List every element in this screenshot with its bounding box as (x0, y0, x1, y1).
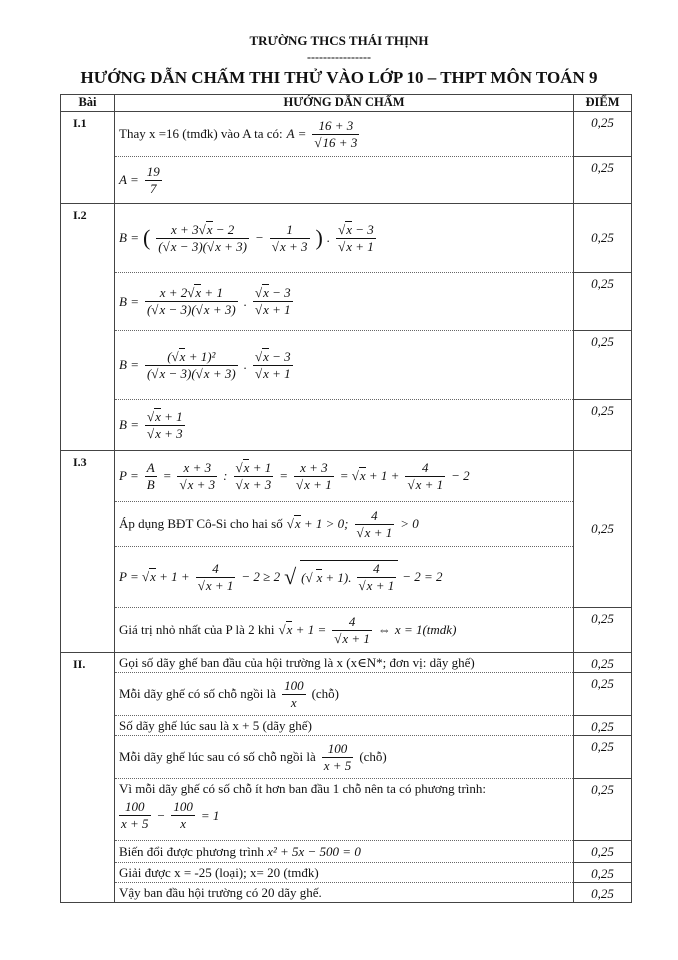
table-row (61, 716, 632, 736)
answer-text: Biến đổi được phương trình (119, 844, 264, 859)
math-fraction: $\frac{√x - 3}{√x + 1}$ (338, 221, 374, 254)
score: 0,25 (574, 653, 632, 673)
section-label: I.3 (61, 451, 115, 653)
answer-text: Thay x =16 (tmđk) vào A ta có: (119, 126, 283, 141)
answer-text: Vì mỗi dãy ghế có số chỗ ít hơn ban đầu 1 chỗ nên ta có phương trình: (119, 781, 487, 796)
unit-text: (chỗ) (311, 686, 339, 701)
table-row (61, 331, 632, 400)
math-fraction: $\frac{√x - 3}{√x + 1}$ (254, 348, 291, 381)
answer-text: Mỗi dãy ghế có số chỗ ngồi là (119, 686, 277, 701)
score: 0,25 (574, 779, 632, 841)
math-fraction: $\frac{19}{7}$ (146, 163, 160, 196)
answer-cell: Vậy ban đầu hội trường có 20 dãy ghế. (115, 883, 574, 903)
score: 0,25 (574, 204, 632, 273)
table-row (61, 451, 632, 502)
answer-cell: B = $\frac{√x + 1}{√x + 3}$ (115, 400, 574, 451)
section-label: II. (61, 653, 115, 903)
answer-cell: Mỗi dãy ghế có số chỗ ngồi là $\frac{100}{x}$ (chỗ) (115, 673, 574, 716)
header-diem: ĐIỂM (574, 95, 632, 112)
math-expr: A = (119, 172, 139, 187)
header-huong-dan: HƯỚNG DẪN CHẤM (115, 95, 574, 112)
score: 0,25 (574, 400, 632, 451)
score: 0,25 (574, 841, 632, 863)
table-row (61, 112, 632, 157)
unit-text: (chỗ) (359, 749, 387, 764)
answer-cell: B = ( $\frac{x + 3√x - 2}{(√x - 3)(√x + 3)}$ − $\frac{1}{√x + 3}$ ) . $\frac{√x - 3}{√x + 1}$ (115, 204, 574, 273)
table-header-row (61, 95, 632, 112)
math-fraction: $\frac{16 + 3}{√16 + 3}$ (314, 117, 358, 150)
answer-cell: Gọi số dãy ghế ban đầu của hội trường là x (x∈N*; đơn vị: dãy ghế) (115, 653, 574, 673)
score: 0,25 (574, 451, 632, 608)
answer-cell: P = $\frac{A}{B}$ = $\frac{x + 3}{√x + 3}$ : $\frac{√x + 1}{√x + 3}$ = $\frac{x + 3}{√x + 1}$ = √x + 1 + $\frac{4}{√x + 1}$ − 2 (115, 451, 574, 502)
math-expr: A = (286, 126, 307, 141)
math-fraction: $\frac{√x - 3}{√x + 1}$ (254, 285, 291, 317)
answer-cell: B = $\frac{\text{(√x + 1)²}}{(√x - 3)(√x + 3)}$ . $\frac{√x - 3}{√x + 1}$ (115, 331, 574, 400)
table-row (61, 653, 632, 673)
answer-text: Mỗi dãy ghế lúc sau có số chỗ ngồi là (119, 749, 316, 764)
math-fraction: $\frac{1}{√x + 3}$ (271, 221, 308, 254)
table-row (61, 400, 632, 451)
section-label: I.1 (61, 112, 115, 204)
answer-text: Giá trị nhỏ nhất của P là 2 khi (119, 622, 275, 637)
answer-cell: P = √x + 1 + $\frac{4}{√x + 1}$ − 2 ≥ 2 √ (√ x + 1). $\frac{4}{√x + 1}$ − 2 = 2 (115, 547, 574, 608)
score: 0,25 (574, 673, 632, 716)
score: 0,25 (574, 112, 632, 157)
answer-cell: B = $\frac{x + 2√x + 1}{(√x - 3)(√x + 3)}$ . $\frac{√x - 3}{√x + 1}$ (115, 273, 574, 331)
header-bai: Bài (61, 95, 115, 112)
table-row (61, 157, 632, 204)
score: 0,25 (574, 883, 632, 903)
answer-cell (115, 841, 574, 863)
score: 0,25 (574, 273, 632, 331)
math-fraction: $\frac{√x + 1}{√x + 3}$ (146, 408, 183, 441)
table-row (61, 204, 632, 273)
page-title: HƯỚNG DẪN CHẤM THI THỬ VÀO LỚP 10 – THPT MÔN TOÁN 9 (80, 68, 598, 87)
answer-cell: Vì mỗi dãy ghế có số chỗ ít hơn ban đầu 1 chỗ nên ta có phương trình: $\frac{100}{x + 5}$ − $\frac{100}{x}$ = 1 (115, 779, 574, 841)
grading-table (60, 94, 632, 903)
table-row (61, 779, 632, 841)
separator-dashes: ---------------- (307, 50, 371, 64)
school-name: TRƯỜNG THCS THÁI THỊNH (249, 33, 429, 48)
table-row (61, 502, 632, 547)
answer-cell (115, 112, 574, 157)
answer-cell: Giải được x = -25 (loại); x= 20 (tmđk) (115, 863, 574, 883)
answer-text: Áp dụng BĐT Cô-Si cho hai số (119, 516, 283, 531)
score: 0,25 (574, 331, 632, 400)
math-expr: x² + 5x − 500 = 0 (267, 844, 361, 859)
table-row (61, 608, 632, 653)
score: 0,25 (574, 736, 632, 779)
score: 0,25 (574, 157, 632, 204)
score: 0,25 (574, 863, 632, 883)
answer-cell: Giá trị nhỏ nhất của P là 2 khi √x + 1 = $\frac{4}{√x + 1}$ ⇔ x = 1(tmdk) (115, 608, 574, 653)
table-row (61, 841, 632, 863)
math-fraction: $\frac{x + 3√x - 2}{(√x - 3)(√x + 3)}$ (158, 221, 248, 254)
answer-cell: Số dãy ghế lúc sau là x + 5 (dãy ghế) (115, 716, 574, 736)
table-row (61, 273, 632, 331)
math-fraction: $\frac{x + 2√x + 1}{(√x - 3)(√x + 3)}$ (146, 285, 236, 317)
score: 0,25 (574, 716, 632, 736)
answer-cell: Mỗi dãy ghế lúc sau có số chỗ ngồi là $\frac{100}{x + 5}$ (chỗ) (115, 736, 574, 779)
table-row (61, 863, 632, 883)
score: 0,25 (574, 608, 632, 653)
table-row (61, 547, 632, 608)
section-label: I.2 (61, 204, 115, 451)
table-row (61, 883, 632, 903)
answer-cell: Áp dụng BĐT Cô-Si cho hai số √x + 1 > 0; $\frac{4}{√x + 1}$ > 0 (115, 502, 574, 547)
answer-cell (115, 157, 574, 204)
table-row (61, 673, 632, 716)
table-row (61, 736, 632, 779)
math-expr: x = 1(tmdk) (394, 622, 457, 637)
math-fraction: $\frac{\text{(√x + 1)²}}{(√x - 3)(√x + 3)}$ (146, 348, 236, 381)
